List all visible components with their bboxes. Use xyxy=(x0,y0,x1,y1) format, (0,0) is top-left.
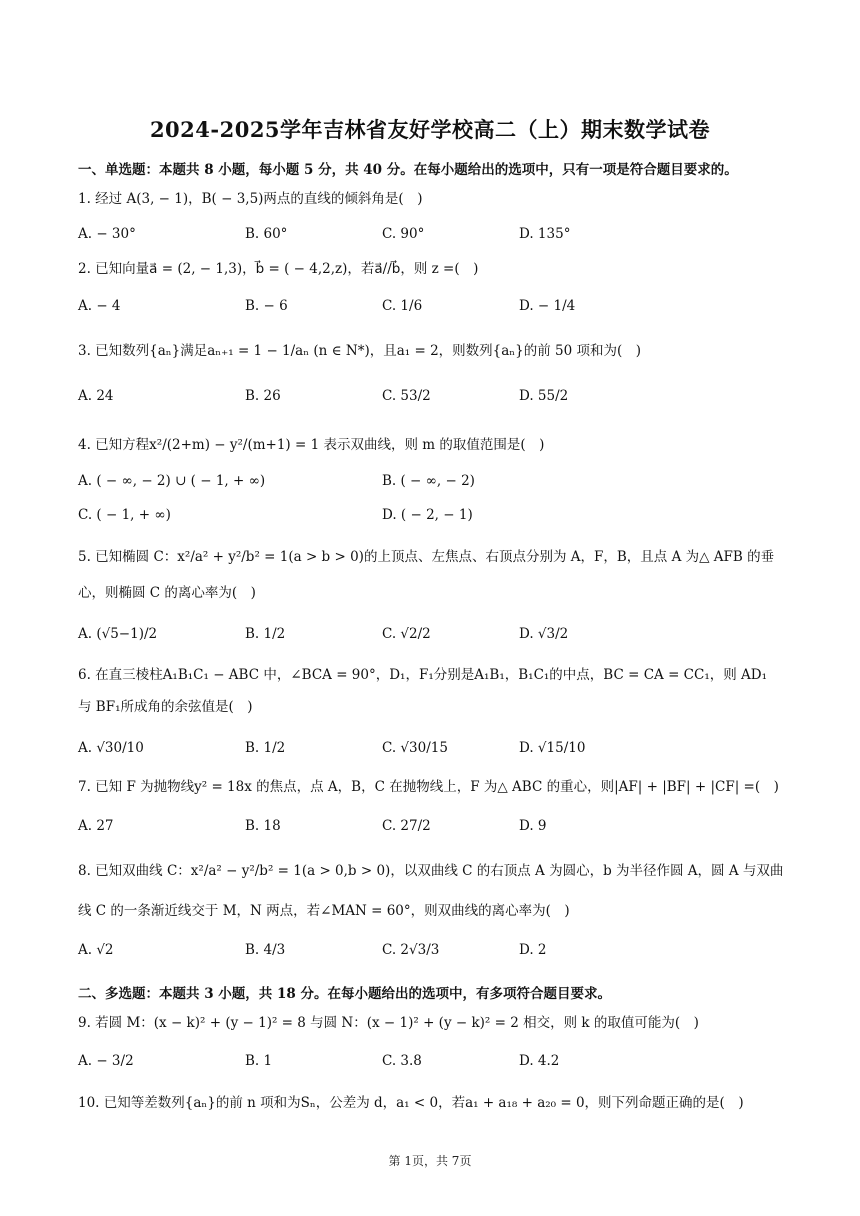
option-a: A. − 3/2 xyxy=(78,1053,134,1069)
question-1-stem: 1. 经过 A(3, − 1)，B( − 3,5)两点的直线的倾斜角是( ) xyxy=(78,191,423,207)
option-a: A. − 30° xyxy=(78,226,136,242)
question-7-stem: 7. 已知 F 为抛物线y² = 18x 的焦点，点 A，B，C 在抛物线上，F 为△ ABC 的重心，则|AF| + |BF| + |CF| =( ) xyxy=(78,779,779,795)
question-6-options xyxy=(78,740,784,762)
question-1-options xyxy=(78,226,784,248)
question-4-options-row1 xyxy=(78,473,784,495)
option-d: D. 9 xyxy=(519,818,547,834)
option-b: B. 60° xyxy=(245,226,288,242)
section-heading-single-choice: 一、单选题：本题共 8 小题，每小题 5 分，共 40 分。在每小题给出的选项中，只有一项是符合题目要求的。 xyxy=(78,162,738,178)
question-7-options xyxy=(78,818,784,840)
question-2-options xyxy=(78,298,784,320)
question-10-stem: 10. 已知等差数列{aₙ}的前 n 项和为Sₙ，公差为 d，a₁ < 0，若a₁ + a₁₈ + a₂₀ = 0，则下列命题正确的是( ) xyxy=(78,1095,744,1111)
option-a: A. √2 xyxy=(78,942,114,958)
option-c: C. √2/2 xyxy=(382,626,431,642)
option-c: C. ( − 1, + ∞) xyxy=(78,507,171,523)
question-5-options xyxy=(78,626,784,648)
question-9-options xyxy=(78,1053,784,1075)
question-9-stem: 9. 若圆 M：(x − k)² + (y − 1)² = 8 与圆 N：(x − 1)² + (y − k)² = 2 相交，则 k 的取值可能为( ) xyxy=(78,1015,699,1031)
option-c: C. 3.8 xyxy=(382,1053,422,1069)
section-heading-multiple-choice: 二、多选题：本题共 3 小题，共 18 分。在每小题给出的选项中，有多项符合题目要求。 xyxy=(78,986,611,1002)
option-b: B. 18 xyxy=(245,818,281,834)
question-6-stem-line1: 6. 在直三棱柱A₁B₁C₁ − ABC 中，∠BCA = 90°，D₁，F₁分别是A₁B₁，B₁C₁的中点，BC = CA = CC₁，则 AD₁ xyxy=(78,667,768,683)
question-6-stem-line2: 与 BF₁所成角的余弦值是( ) xyxy=(78,699,253,715)
question-5-stem-line1: 5. 已知椭圆 C：x²/a² + y²/b² = 1(a > b > 0)的上顶点、左焦点、右顶点分别为 A，F，B，且点 A 为△ AFB 的垂 xyxy=(78,549,775,565)
option-d: D. 55/2 xyxy=(519,388,569,404)
option-b: B. − 6 xyxy=(245,298,288,314)
option-a: A. − 4 xyxy=(78,298,121,314)
option-b: B. 26 xyxy=(245,388,281,404)
option-c: C. 1/6 xyxy=(382,298,423,314)
option-b: B. 4/3 xyxy=(245,942,286,958)
option-d: D. 135° xyxy=(519,226,571,242)
question-8-stem-line2: 线 C 的一条渐近线交于 M，N 两点，若∠MAN = 60°，则双曲线的离心率为( ) xyxy=(78,903,570,919)
option-c: C. 53/2 xyxy=(382,388,431,404)
option-a: A. √30/10 xyxy=(78,740,144,756)
option-a: A. 27 xyxy=(78,818,114,834)
option-a: A. 24 xyxy=(78,388,114,404)
question-3-options xyxy=(78,388,784,410)
option-b: B. ( − ∞, − 2) xyxy=(382,473,475,489)
page-footer: 第 1页，共 7页 xyxy=(388,1154,472,1168)
question-2-stem: 2. 已知向量a⃗ = (2, − 1,3)，b⃗ = ( − 4,2,z)，若a⃗//b⃗，则 z =( ) xyxy=(78,261,479,277)
option-b: B. 1 xyxy=(245,1053,273,1069)
option-b: B. 1/2 xyxy=(245,626,286,642)
option-c: C. 27/2 xyxy=(382,818,431,834)
option-d: D. √15/10 xyxy=(519,740,586,756)
option-c: C. 90° xyxy=(382,226,425,242)
option-d: D. √3/2 xyxy=(519,626,569,642)
question-5-stem-line2: 心，则椭圆 C 的离心率为( ) xyxy=(78,585,256,601)
option-c: C. √30/15 xyxy=(382,740,448,756)
option-a: A. ( − ∞, − 2) ∪ ( − 1, + ∞) xyxy=(78,473,266,489)
question-8-stem-line1: 8. 已知双曲线 C：x²/a² − y²/b² = 1(a > 0,b > 0)，以双曲线 C 的右顶点 A 为圆心，b 为半径作圆 A，圆 A 与双曲 xyxy=(78,863,784,879)
option-c: C. 2√3/3 xyxy=(382,942,440,958)
page-title: 2024-2025学年吉林省友好学校高二（上）期末数学试卷 xyxy=(149,117,711,142)
option-d: D. 4.2 xyxy=(519,1053,560,1069)
option-d: D. − 1/4 xyxy=(519,298,576,314)
question-8-options xyxy=(78,942,784,964)
question-4-stem: 4. 已知方程x²/(2+m) − y²/(m+1) = 1 表示双曲线，则 m 的取值范围是( ) xyxy=(78,437,545,453)
option-d: D. 2 xyxy=(519,942,547,958)
question-4-options-row2 xyxy=(78,507,784,529)
question-3-stem: 3. 已知数列{aₙ}满足aₙ₊₁ = 1 − 1/aₙ (n ∈ N*)，且a₁ = 2，则数列{aₙ}的前 50 项和为( ) xyxy=(78,343,642,359)
option-a: A. (√5−1)/2 xyxy=(78,626,158,642)
option-b: B. 1/2 xyxy=(245,740,286,756)
option-d: D. ( − 2, − 1) xyxy=(382,507,473,523)
